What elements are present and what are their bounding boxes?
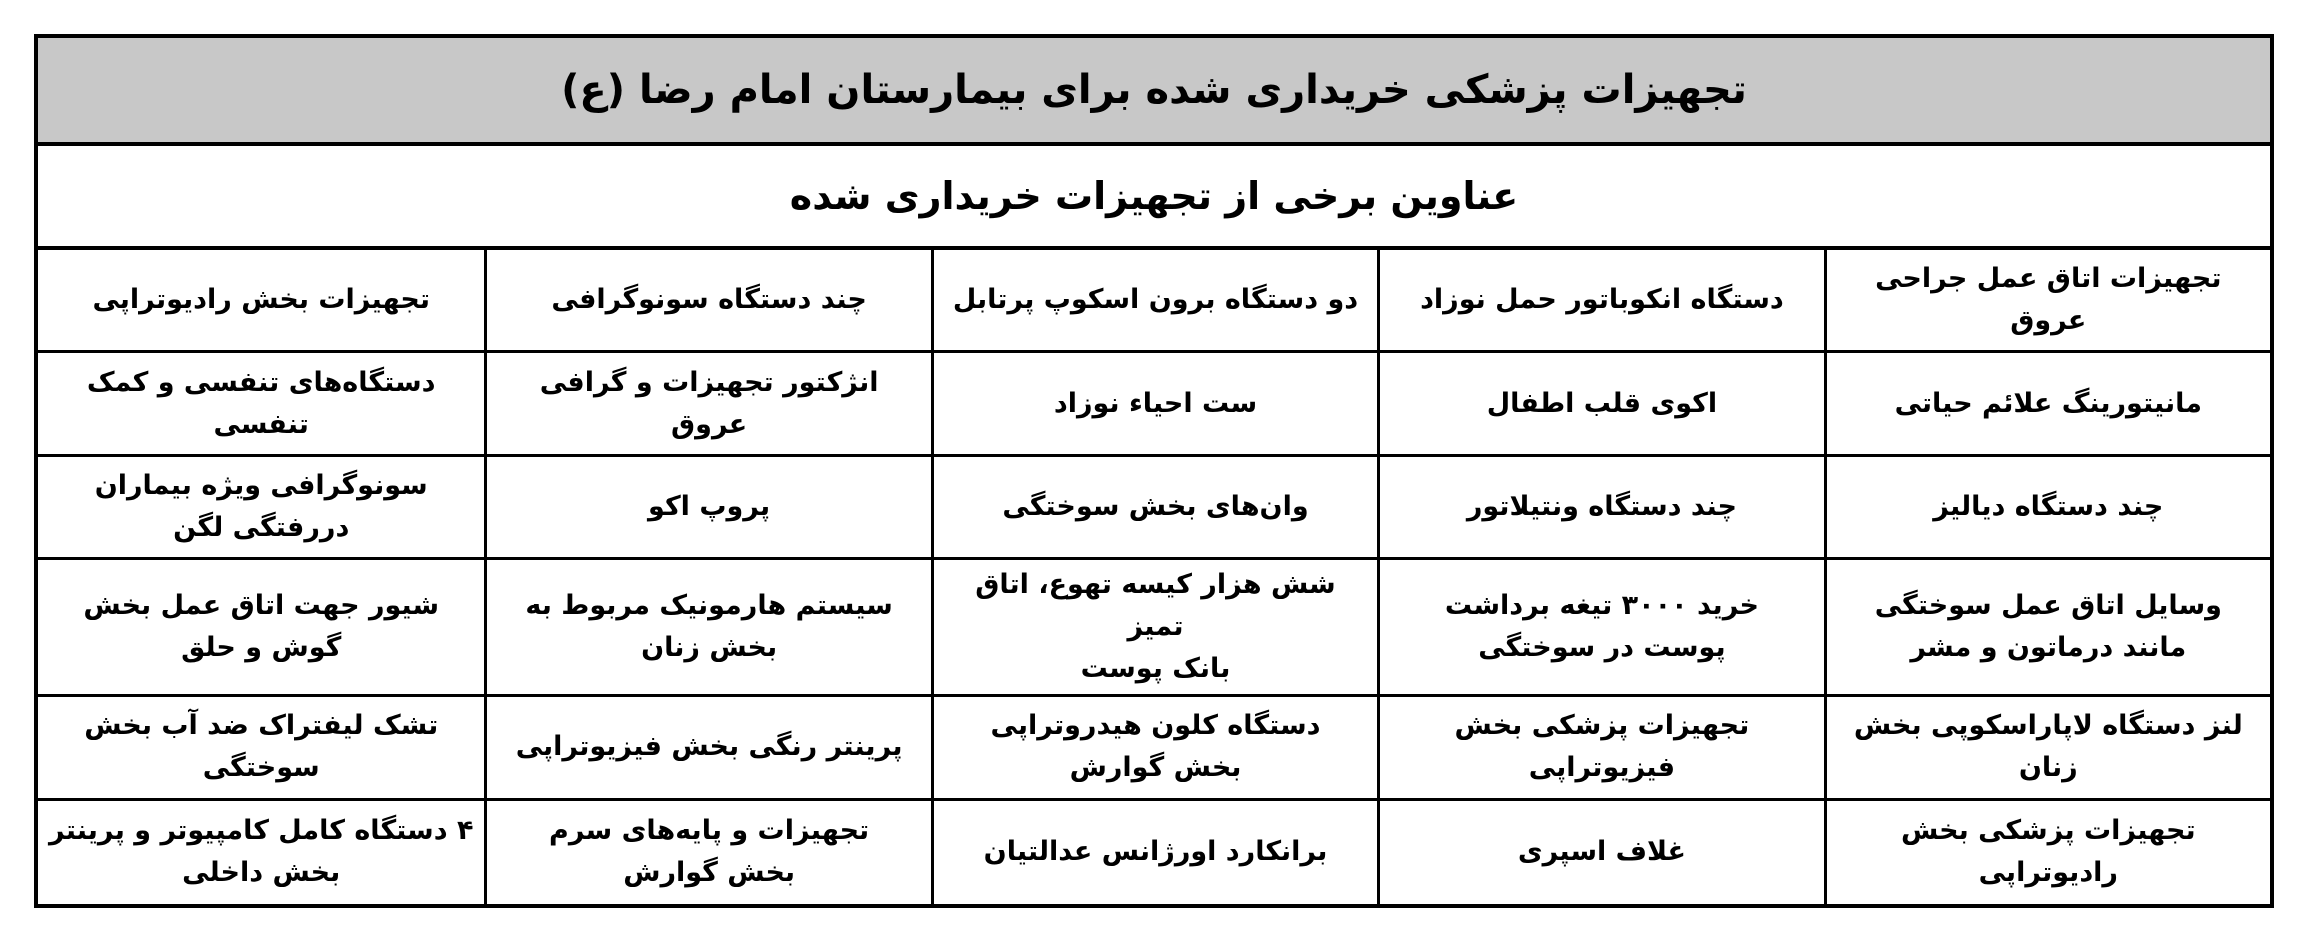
table-cell: پرینتر رنگی بخش فیزیوتراپی [484, 697, 930, 801]
equipment-table [34, 34, 2274, 908]
table-cell: غلاف اسپری [1377, 801, 1823, 905]
table-cell: شش هزار کیسه تهوع، اتاق تمیز بانک پوست [931, 560, 1377, 697]
title-row [38, 38, 2270, 146]
table-cell: چند دستگاه سونوگرافی [484, 250, 930, 353]
table-cell: تجهیزات اتاق عمل جراحی عروق [1824, 250, 2270, 353]
table-cell: سیستم هارمونیک مربوط به بخش زنان [484, 560, 930, 697]
equipment-grid [38, 250, 2270, 904]
table-cell: چند دستگاه دیالیز [1824, 457, 2270, 560]
table-cell: دستگاه انکوباتور حمل نوزاد [1377, 250, 1823, 353]
page-title: تجهیزات پزشکی خریداری شده برای بیمارستان امام رضا (ع) [561, 67, 1747, 113]
table-cell: تجهیزات بخش رادیوتراپی [38, 250, 484, 353]
subtitle-row [38, 146, 2270, 250]
table-cell: دو دستگاه برون اسکوپ پرتابل [931, 250, 1377, 353]
table-cell: برانکارد اورژانس عدالتیان [931, 801, 1377, 905]
table-cell: ست احیاء نوزاد [931, 353, 1377, 457]
table-cell: تجهیزات پزشکی بخش فیزیوتراپی [1377, 697, 1823, 801]
table-cell: تجهیزات و پایه‌های سرم بخش گوارش [484, 801, 930, 905]
table-cell: تشک لیفتراک ضد آب بخش سوختگی [38, 697, 484, 801]
table-cell: دستگاه‌های تنفسی و کمک تنفسی [38, 353, 484, 457]
table-cell: وان‌های بخش سوختگی [931, 457, 1377, 560]
table-cell: شیور جهت اتاق عمل بخش گوش و حلق [38, 560, 484, 697]
table-cell: اکوی قلب اطفال [1377, 353, 1823, 457]
table-cell: چند دستگاه ونتیلاتور [1377, 457, 1823, 560]
table-cell: دستگاه کلون هیدروتراپی بخش گوارش [931, 697, 1377, 801]
table-cell: خرید ۳۰۰۰ تیغه برداشت پوست در سوختگی [1377, 560, 1823, 697]
table-cell: وسایل اتاق عمل سوختگی مانند درماتون و مشر [1824, 560, 2270, 697]
table-cell: تجهیزات پزشکی بخش رادیوتراپی [1824, 801, 2270, 905]
table-cell: مانیتورینگ علائم حیاتی [1824, 353, 2270, 457]
table-cell: ۴ دستگاه کامل کامپیوتر و پرینتر بخش داخلی [48, 815, 474, 889]
table-cell: پروپ اکو [484, 457, 930, 560]
table-cell: انژکتور تجهیزات و گرافی عروق [484, 353, 930, 457]
table-cell: سونوگرافی ویژه بیماران دررفتگی لگن [38, 457, 484, 560]
table-cell: لنز دستگاه لاپاراسکوپی بخش زنان [1824, 697, 2270, 801]
page-subtitle: عناوین برخی از تجهیزات خریداری شده [789, 174, 1519, 218]
